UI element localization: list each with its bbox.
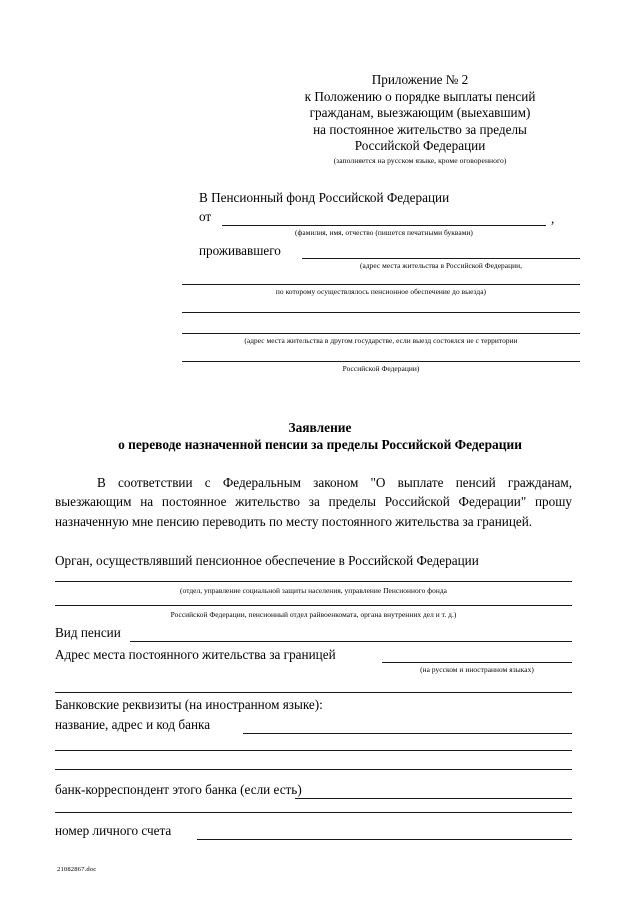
from-label: от <box>199 209 212 224</box>
from-trailing-comma: , <box>551 211 555 226</box>
appendix-reference-line-2: гражданам, выезжающим (выехавшим) <box>309 105 531 121</box>
residence-address-input-line[interactable] <box>302 258 580 259</box>
residence-address-caption: (адрес места жительства в Российской Федерации, <box>359 261 523 270</box>
appendix-reference-line-3: на постоянное жительство за пределы <box>313 121 527 137</box>
bank-section-top-rule <box>55 692 572 693</box>
bank-details-label: Банковские реквизиты (на иностранном языке): <box>55 697 323 712</box>
pension-type-input-line[interactable] <box>130 641 572 642</box>
address-abroad-input-line[interactable] <box>382 662 572 663</box>
residence-address-input-line-2[interactable] <box>182 284 580 285</box>
account-number-input-line[interactable] <box>197 839 572 840</box>
pension-authority-caption-2: Российской Федерации, пенсионный отдел райвоенкомата, органа внутренних дел и т. д.) <box>170 610 457 619</box>
bank-name-input-line[interactable] <box>243 733 572 734</box>
bank-name-label: название, адрес и код банка <box>55 717 211 732</box>
document-subtitle: о переводе назначенной пенсии за пределы Российской Федерации <box>118 437 522 452</box>
abroad-address-input-line-2[interactable] <box>182 333 580 334</box>
correspondent-bank-input-line-2[interactable] <box>55 812 572 813</box>
address-abroad-label: Адрес места постоянного жительства за границей <box>55 647 336 662</box>
bank-name-input-line-3[interactable] <box>55 769 572 770</box>
abroad-address-caption-2: Российской Федерации) <box>342 364 420 373</box>
file-reference: 21082867.doc <box>57 866 97 873</box>
appendix-reference-line-4: Российской Федерации <box>354 138 486 154</box>
pension-authority-input-line[interactable] <box>55 581 572 582</box>
account-number-label: номер личного счета <box>55 823 172 838</box>
appendix-fill-note: (заполняется на русском языке, кроме оговоренного) <box>333 155 507 165</box>
address-abroad-caption: (на русском и иностранном языках) <box>420 665 534 674</box>
statement-paragraph: В соответствии с Федеральным законом "О выплате пенсий гражданам, выезжающим на постоянное жительство за пределы Российской Федерации" прошу назначенную мне пенсию переводить по месту постоянного жительства за границей. <box>55 475 572 529</box>
appendix-number: Приложение № 2 <box>371 72 469 87</box>
pension-authority-input-line-2[interactable] <box>55 605 572 606</box>
appendix-reference-line-1: к Положению о порядке выплаты пенсий <box>304 88 536 104</box>
abroad-address-input-line[interactable] <box>182 312 580 313</box>
appendix-header <box>255 72 585 166</box>
correspondent-bank-input-line[interactable] <box>295 798 572 799</box>
pension-authority-paragraph: Орган, осуществлявший пенсионное обеспечение в Российской Федерации <box>55 553 479 568</box>
abroad-address-caption: (адрес места жительства в другом государстве, если выезд состоялся не с территории <box>244 336 518 345</box>
pension-authority-caption-1: (отдел, управление социальной защиты населения, управление Пенсионного фонда <box>180 586 447 595</box>
residence-address-caption-2: по которому осуществлялось пенсионное обеспечение до выезда) <box>275 287 487 296</box>
bank-name-input-line-2[interactable] <box>55 750 572 751</box>
abroad-address-input-line-3[interactable] <box>182 361 580 362</box>
correspondent-bank-label: банк-корреспондент этого банка (если есть) <box>55 782 302 797</box>
addressee-organization: В Пенсионный фонд Российской Федерации <box>199 190 450 205</box>
pension-type-label: Вид пенсии <box>55 625 121 640</box>
from-name-caption: (фамилия, имя, отчество (пишется печатными буквами) <box>295 228 473 237</box>
document-title: Заявление <box>288 420 352 435</box>
from-name-input-line[interactable] <box>222 225 546 226</box>
residence-label: проживавшего <box>199 243 281 258</box>
